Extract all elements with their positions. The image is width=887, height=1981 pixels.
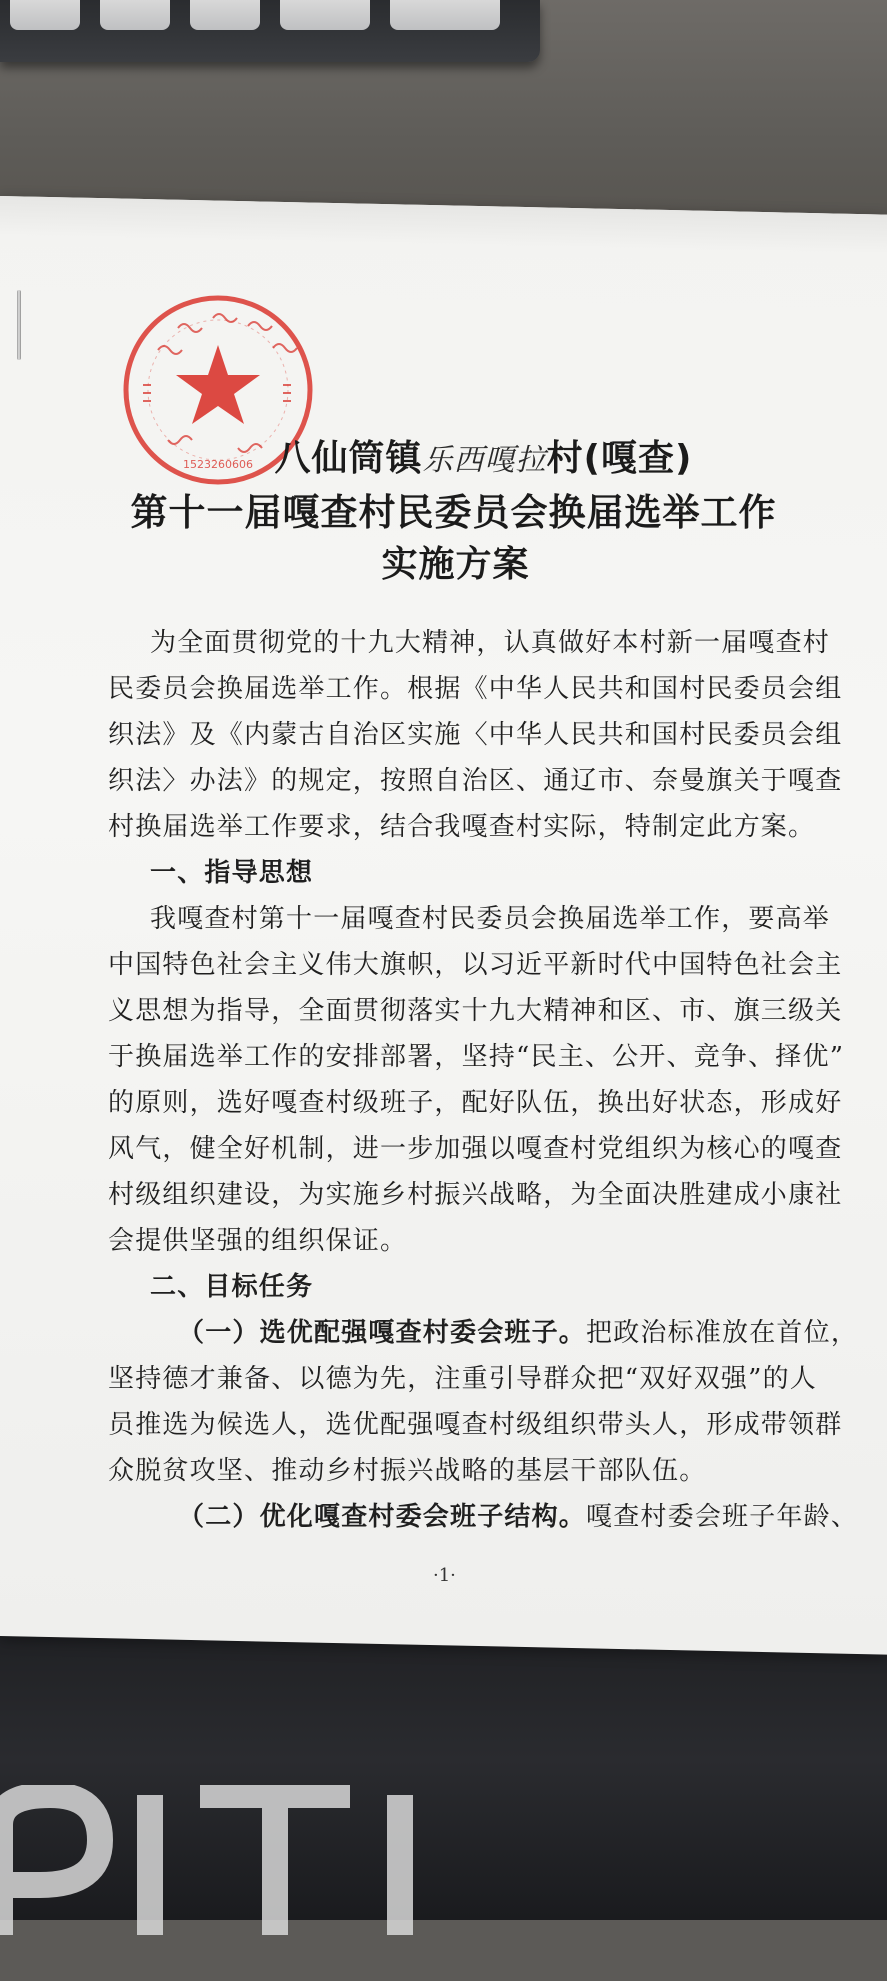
page-number: ·1· (433, 1565, 456, 1586)
body-line-with-subheading (178, 1312, 858, 1349)
title-prefix: 八仙筒镇 (274, 438, 423, 479)
body-line-with-subheading (178, 1496, 858, 1533)
handwritten-village-name: 乐西嘎拉 (422, 443, 547, 478)
body-line: 民委员会换届选举工作。根据《中华人民共和国村民委员会组 (108, 674, 843, 704)
body-line: 我嘎查村第十一届嘎查村民委员会换届选举工作，要高举 (150, 904, 831, 934)
body-line: 为全面贯彻党的十九大精神，认真做好本村新一届嘎查村 (150, 628, 831, 658)
section-heading-2: 二、目标任务 (150, 1272, 314, 1302)
subheading-2: （二）优化嘎查村委会班子结构。 (178, 1502, 587, 1532)
body-line: 义思想为指导，全面贯彻落实十九大精神和区、市、旗三级关 (108, 996, 843, 1026)
subheading-1: （一）选优配强嘎查村委会班子。 (178, 1318, 587, 1348)
body-line: 风气，健全好机制，进一步加强以嘎查村党组织为核心的嘎查 (108, 1134, 843, 1164)
fabric-print (0, 1785, 510, 1945)
body-line: 的原则，选好嘎查村级班子，配好队伍，换出好状态，形成好 (108, 1088, 843, 1118)
body-line: 中国特色社会主义伟大旗帜，以习近平新时代中国特色社会主 (108, 950, 843, 980)
body-line: 于换届选举工作的安排部署，坚持“民主、公开、竞争、择优” (108, 1042, 845, 1072)
body-line: 村级组织建设，为实施乡村振兴战略，为全面决胜建成小康社 (108, 1180, 843, 1210)
subheading-1-text: 把政治标准放在首位， (586, 1318, 859, 1348)
svg-text:1523260606: 1523260606 (183, 458, 253, 471)
body-line: 村换届选举工作要求，结合我嘎查村实际，特制定此方案。 (108, 812, 816, 842)
body-line: 众脱贫攻坚、推动乡村振兴战略的基层干部队伍。 (108, 1456, 707, 1486)
document-title-line-3: 实施方案 (381, 544, 530, 585)
document-title-line-1 (40, 430, 887, 481)
body-line: 员推选为候选人，选优配强嘎查村级组织带头人，形成带领群 (108, 1410, 843, 1440)
body-line: 坚持德才兼备、以德为先，注重引导群众把“双好双强”的人 (108, 1364, 817, 1394)
section-heading-1: 一、指导思想 (150, 858, 314, 888)
title-suffix: 村(嘎查) (546, 438, 693, 479)
body-line: 织法》及《内蒙古自治区实施〈中华人民共和国村民委员会组 (108, 720, 843, 750)
body-line: 织法〉办法》的规定，按照自治区、通辽市、奈曼旗关于嘎查 (108, 766, 843, 796)
document-title-line-2: 第十一届嘎查村民委员会换届选举工作 (130, 491, 777, 534)
body-line: 会提供坚强的组织保证。 (108, 1226, 408, 1256)
subheading-2-text: 嘎查村委会班子年龄、 (586, 1502, 859, 1532)
